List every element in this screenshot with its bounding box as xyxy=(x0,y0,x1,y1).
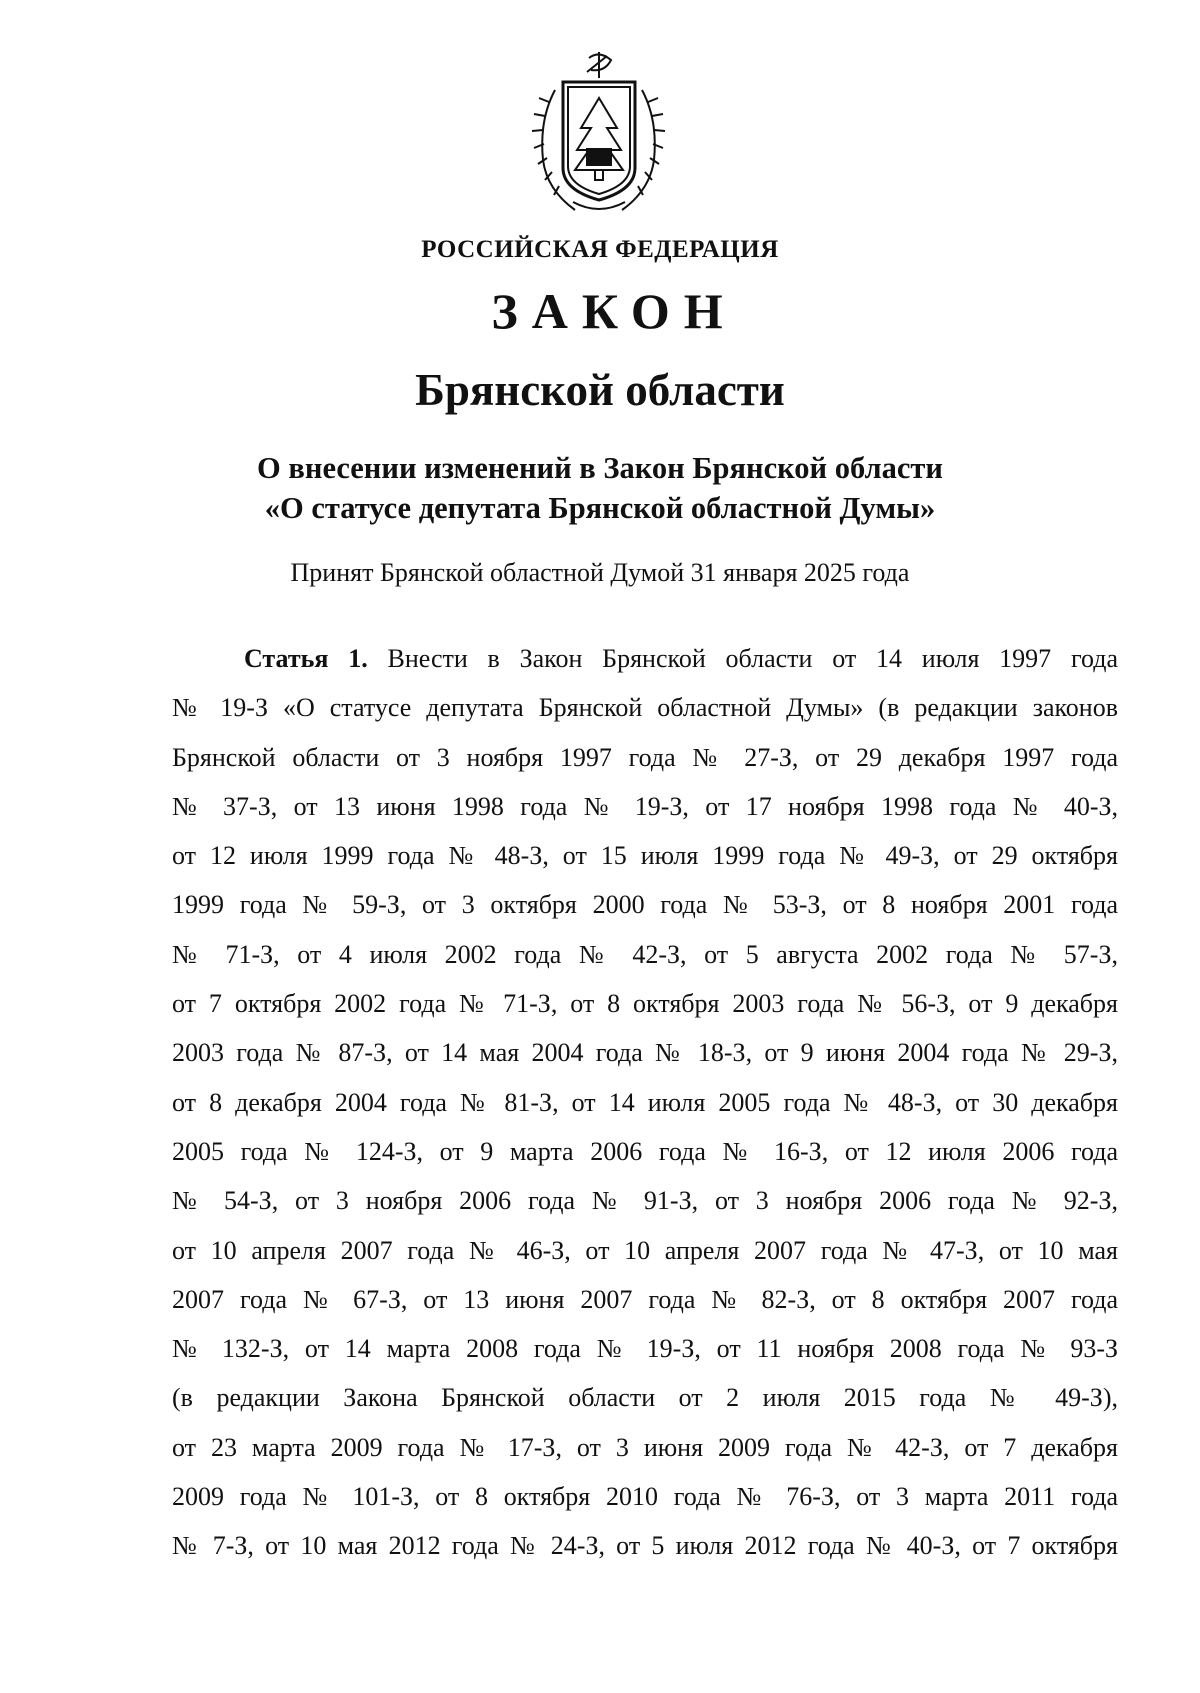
article-1-line: 2007 года № 67-З, от 13 июня 2007 года № 82-З, от 8 октября 2007 года xyxy=(172,1284,1118,1314)
article-1-line: от 7 октября 2002 года № 71-З, от 8 октября 2003 года № 56-З, от 9 декабря xyxy=(172,989,1118,1019)
article-1-line: от 8 декабря 2004 года № 81-З, от 14 июля 2005 года № 48-З, от 30 декабря xyxy=(172,1087,1118,1117)
article-1-line: Брянской области от 3 ноября 1997 года № 27-З, от 29 декабря 1997 года xyxy=(172,742,1118,772)
law-title-line: «О статусе депутата Брянской областной Думы» xyxy=(264,491,936,525)
article-1-line: 2005 года № 124-З, от 9 марта 2006 года № 16-З, от 12 июля 2006 года xyxy=(172,1136,1118,1166)
article-1-line: от 23 марта 2009 года № 17-З, от 3 июня 2009 года № 42-З, от 7 декабря xyxy=(172,1432,1118,1462)
law-title xyxy=(0,448,1200,528)
article-1-line: 2003 года № 87-З, от 14 мая 2004 года № 18-З, от 9 июня 2004 года № 29-З, xyxy=(172,1038,1118,1068)
article-1-line: № 71-З, от 4 июля 2002 года № 42-З, от 5 августа 2002 года № 57-З, xyxy=(172,939,1118,969)
article-1-line: от 12 июля 1999 года № 48-З, от 15 июля 1999 года № 49-З, от 29 октября xyxy=(172,841,1118,871)
article-1-line: (в редакции Закона Брянской области от 2 июля 2015 года № 49-З), xyxy=(172,1383,1118,1413)
article-1-line: 2009 года № 101-З, от 8 октября 2010 года № 76-З, от 3 марта 2011 года xyxy=(172,1482,1118,1512)
article-1-line: № 19-З «О статусе депутата Брянской областной Думы» (в редакции законов xyxy=(172,693,1118,723)
region-heading: Брянской области xyxy=(415,365,785,415)
country-heading: РОССИЙСКАЯ ФЕДЕРАЦИЯ xyxy=(421,236,779,263)
article-1-line: 1999 года № 59-З, от 3 октября 2000 года № 53-З, от 8 ноября 2001 года xyxy=(172,890,1118,920)
article-1-line: № 37-З, от 13 июня 1998 года № 19-З, от 17 ноября 1998 года № 40-З, xyxy=(172,791,1118,821)
article-1-body xyxy=(172,634,1118,1571)
article-1-line: от 10 апреля 2007 года № 46-З, от 10 апреля 2007 года № 47-З, от 10 мая xyxy=(172,1235,1118,1265)
bryansk-region-emblem xyxy=(525,50,672,220)
article-1-line: № 132-З, от 14 марта 2008 года № 19-З, от 11 ноября 2008 года № 93-З xyxy=(172,1334,1118,1364)
article-1-label: Статья 1. xyxy=(244,644,368,673)
article-1-line: № 7-З, от 10 мая 2012 года № 24-З, от 5 июля 2012 года № 40-З, от 7 октября xyxy=(172,1531,1118,1561)
law-title-line: О внесении изменений в Закон Брянской области xyxy=(257,451,943,485)
adoption-line: Принят Брянской областной Думой 31 января 2025 года xyxy=(290,558,910,587)
document-type-heading: ЗАКОН xyxy=(491,283,737,339)
article-1-line: Статья 1. Внести в Закон Брянской области от 14 июля 1997 года xyxy=(244,644,1118,673)
article-1-line: № 54-З, от 3 ноября 2006 года № 91-З, от 3 ноября 2006 года № 92-З, xyxy=(172,1186,1118,1216)
